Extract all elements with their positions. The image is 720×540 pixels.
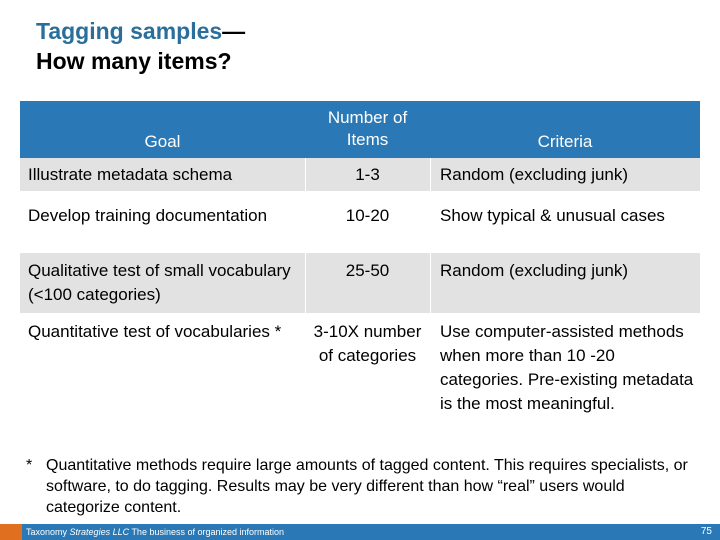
header-goal: Goal <box>144 132 181 151</box>
row-goal: Qualitative test of small vocabulary (<100 categories) <box>28 261 291 304</box>
footer-company <box>26 524 284 540</box>
row-number: 1-3 <box>355 165 380 184</box>
title-part1: Tagging samples <box>36 18 223 44</box>
row-criteria: Random (excluding junk) <box>440 165 629 184</box>
footnote-marker: * <box>26 457 33 474</box>
table-row <box>20 158 700 191</box>
row-criteria: Use computer-assisted methods when more than 10 -20 categories. Pre-existing metadata is the most meaningful. <box>440 322 694 413</box>
title-part2: How many items? <box>36 48 232 74</box>
row-number: 3-10X number of categories <box>313 322 422 365</box>
column-divider <box>305 158 306 443</box>
title-dash: — <box>222 18 246 44</box>
footnote-text: Quantitative methods require large amounts of tagged content. This requires specialists, or software, to do tagging. Results may be very different than how “real” users would categorize content. <box>46 457 688 516</box>
header-criteria: Criteria <box>537 132 593 151</box>
company-name: Taxonomy <box>26 527 68 537</box>
table-row <box>20 313 700 443</box>
company-tagline: The business of organized information <box>131 527 285 537</box>
row-goal: Develop training documentation <box>28 206 268 225</box>
table-row <box>20 253 700 313</box>
slide-title <box>36 16 245 76</box>
row-number: 25-50 <box>345 261 390 280</box>
items-table <box>20 101 700 443</box>
table-header <box>20 101 700 158</box>
row-goal: Illustrate metadata schema <box>28 165 233 184</box>
footer-bar <box>0 524 720 540</box>
page-number: 75 <box>700 526 712 537</box>
row-number: 10-20 <box>345 206 390 225</box>
company-logo-icon <box>0 524 22 540</box>
company-name-italic: Strategies LLC <box>69 527 130 537</box>
header-number-of-items: Number of Items <box>327 108 408 149</box>
row-criteria: Random (excluding junk) <box>440 261 629 280</box>
table-row <box>20 191 700 253</box>
row-criteria: Show typical & unusual cases <box>440 206 665 225</box>
column-divider <box>430 158 431 443</box>
row-goal: Quantitative test of vocabularies * <box>28 322 282 341</box>
